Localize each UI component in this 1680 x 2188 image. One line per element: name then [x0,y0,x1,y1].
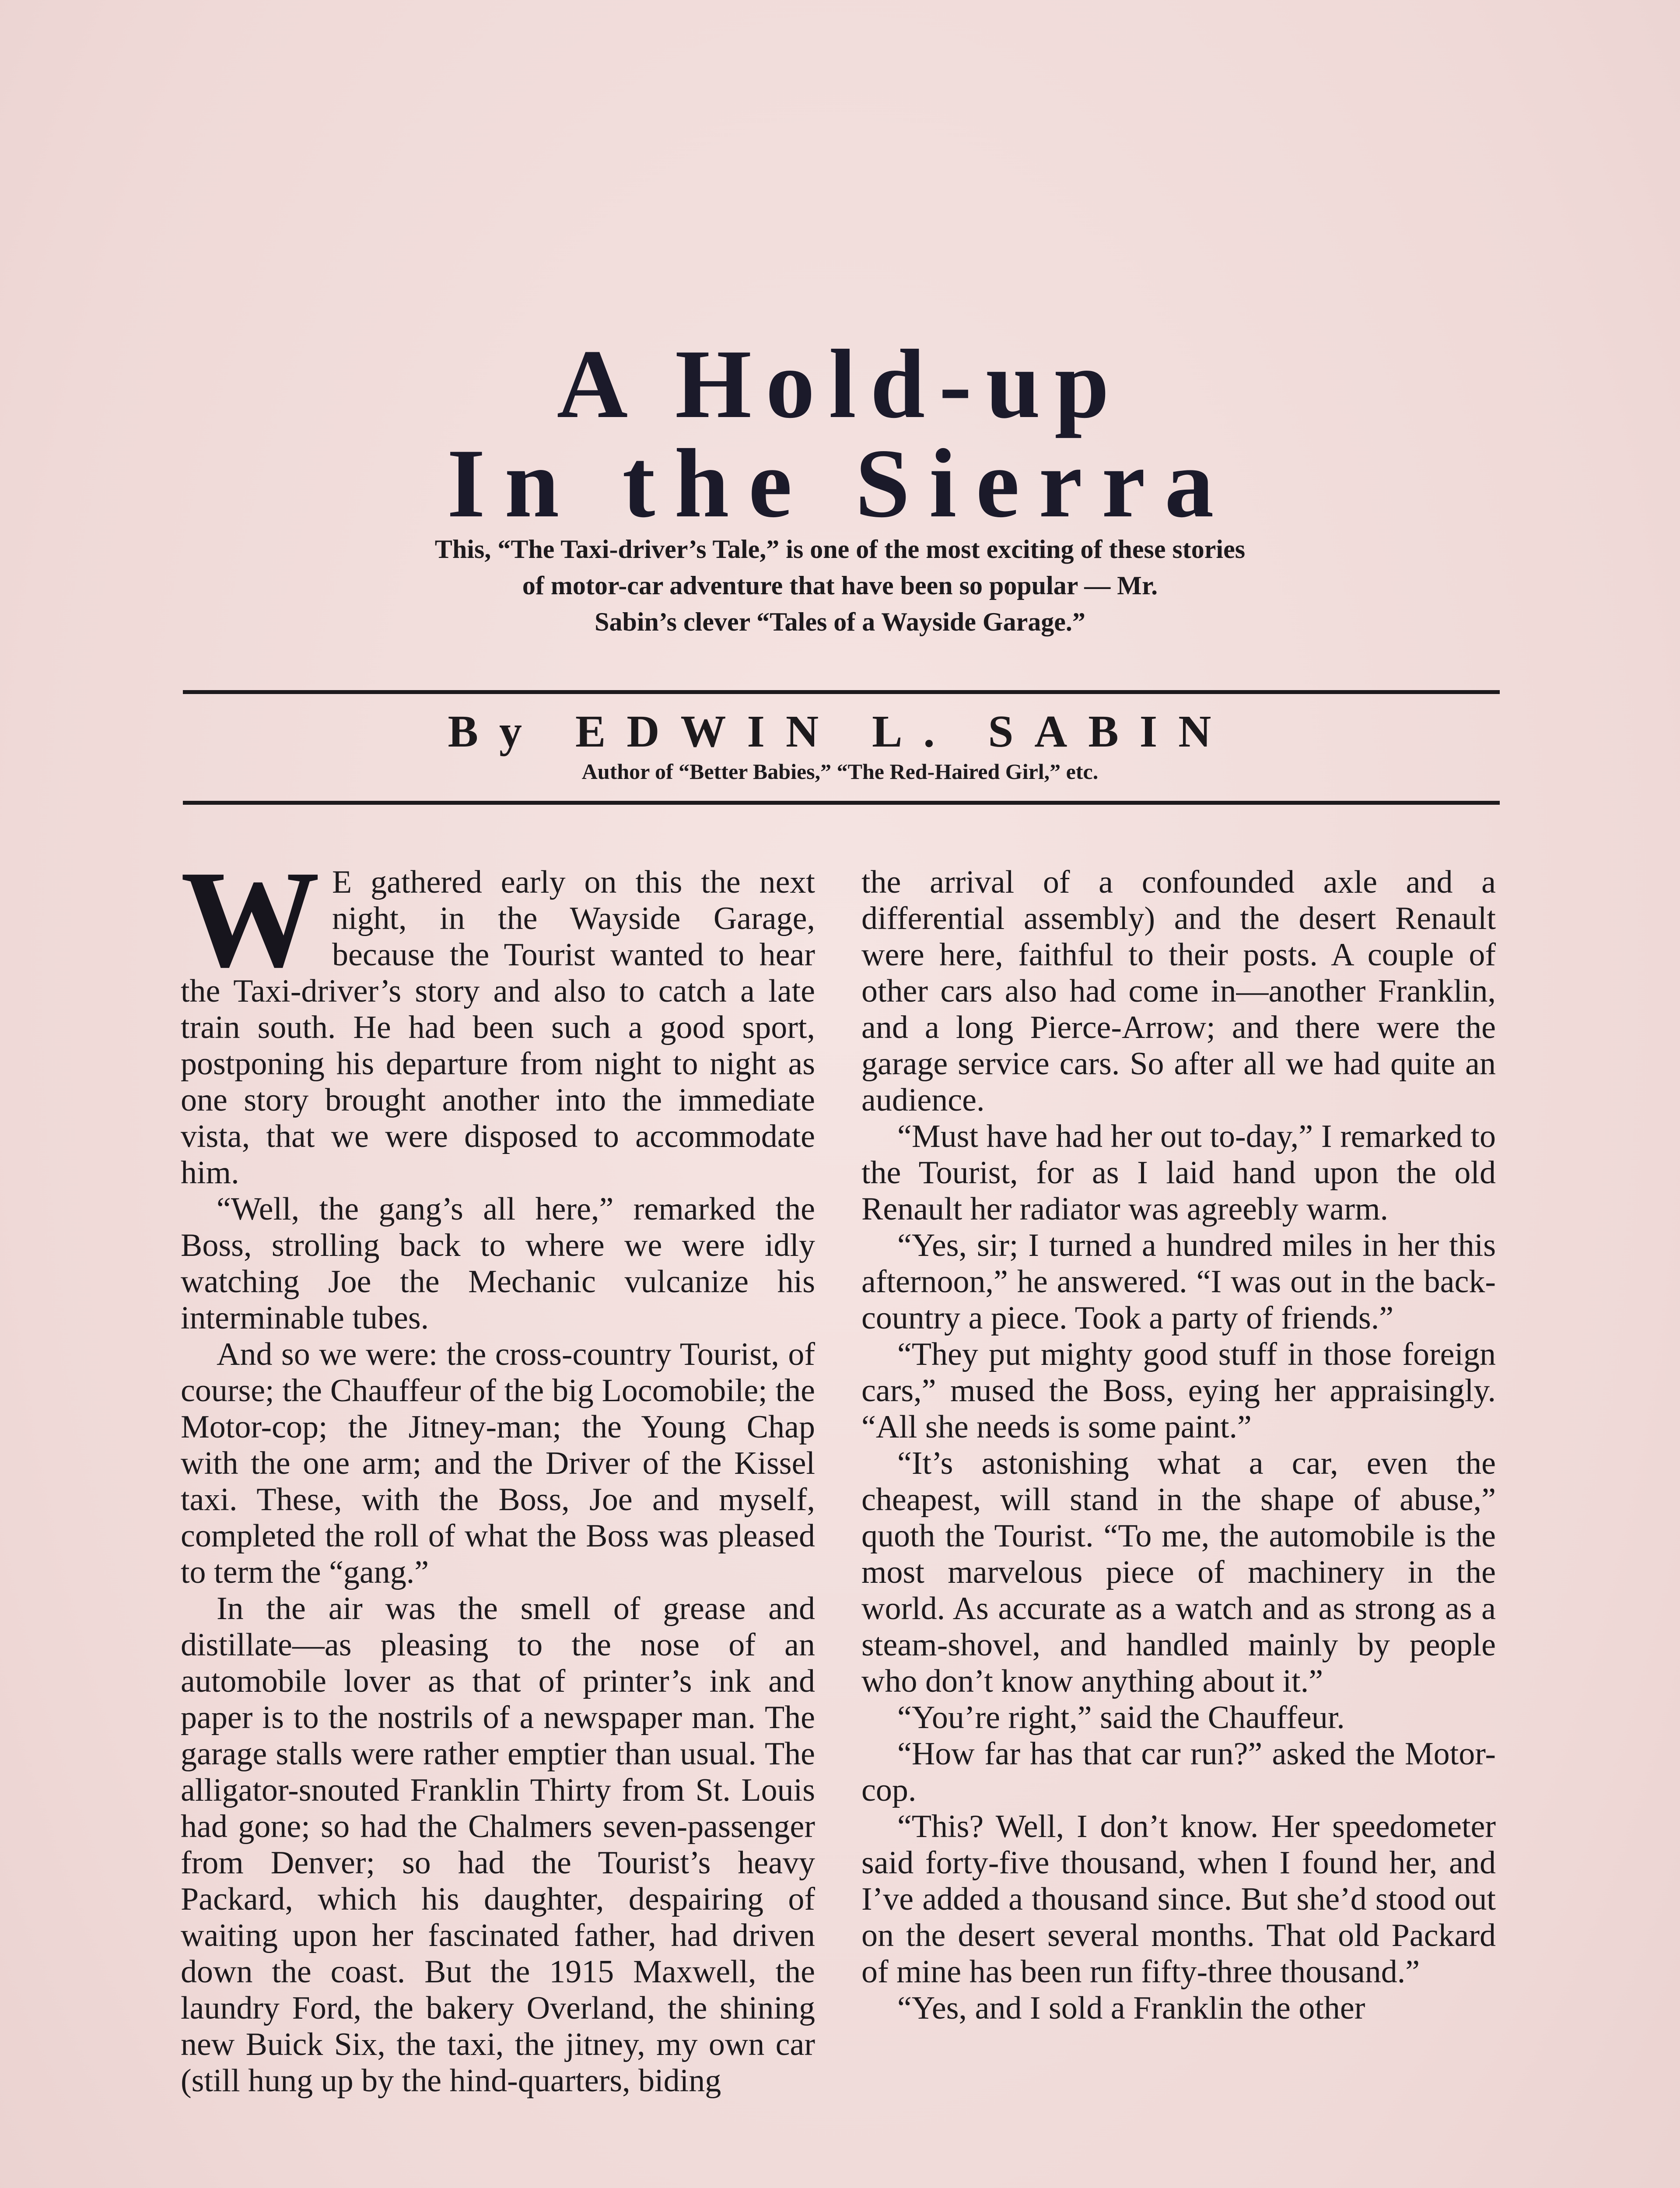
paragraph: “Well, the gang’s all here,” remarked the Boss, strolling back to where we were idly watching Joe the Mechanic vulcanize his interminable tubes. [181,1191,815,1336]
paragraph: In the air was the smell of grease and distillate—as pleasing to the nose of an automobile lover as that of printer’s ink and paper is to the nostrils of a newspaper man. The garage stalls were rather emptier than usual. The alligator-snouted Franklin Thirty from St. Louis had gone; so had the Chalmers seven-passenger from Denver; so had the Tourist’s heavy Packard, which his daughter, despairing of waiting upon her fascinated father, had driven down the coast. But the 1915 Maxwell, the laundry Ford, the bakery Overland, the shining new Buick Six, the taxi, the jitney, my own car (still hung up by the hind-quarters, biding [181,1591,815,2099]
paragraph: “Yes, and I sold a Franklin the other [897,1990,1365,2026]
article-title-line-2: In the Sierra [447,428,1233,538]
text-column-left [181,842,815,2099]
paragraph: the arrival of a confounded axle and a differential assembly) and the desert Renault were here, faithful to their posts. A couple of other cars also had come in—another Franklin, and a long Pierce-Arrow; and there were the garage service cars. So after all we had quite an audience. [861,864,1496,1118]
paragraph: “It’s astonishing what a car, even the cheapest, will stand in the shape of abuse,” quoth the Tourist. “To me, the automobile is the most marvelous piece of machinery in the world. As accurate as a watch and as strong as a steam-shovel, and handled mainly by people who don’t know anything about it.” [861,1445,1496,1699]
byline-rule-bottom [183,801,1500,805]
byline-rule-top [183,690,1500,694]
paragraph: And so we were: the cross-country Tourist, of course; the Chauffeur of the big Locomobile; the Motor-cop; the Jitney-man; the Young Chap with the one arm; and the Driver of the Kissel taxi. These, with the Boss, Joe and myself, completed the roll of what the Boss was pleased to term the “gang.” [181,1336,815,1590]
paragraph: “Must have had her out to-day,” I remarked to the Tourist, for as I laid hand upon the old Renault her radiator was agreebly warm. [861,1119,1496,1227]
drop-cap: W [181,842,320,996]
paragraph: “Yes, sir; I turned a hundred miles in her this afternoon,” he answered. “I was out in the back-country a piece. Took a party of friends.” [861,1227,1496,1336]
article-deck-line-1: This, “The Taxi-driver’s Tale,” is one of the most exciting of these stories [434,535,1246,564]
byline: By EDWIN L. SABIN [448,706,1232,757]
paragraph: “They put mighty good stuff in those foreign cars,” mused the Boss, eying her appraisingly. “All she needs is some paint.” [861,1336,1496,1445]
paragraph: “You’re right,” said the Chauffeur. [897,1700,1345,1736]
paragraph: “This? Well, I don’t know. Her speedometer said forty-five thousand, when I found her, and I’ve added a thousand since. But she’d stood out on the desert several months. That old Packard of mine has been run fifty-three thousand.” [861,1809,1496,1990]
article-deck-line-3: Sabin’s clever “Tales of a Wayside Garage.” [595,607,1085,636]
text-column-right [861,864,1496,2027]
author-credit: Author of “Better Babies,” “The Red-Haired Girl,” etc. [581,759,1099,784]
article-title-line-1: A Hold-up [556,329,1124,438]
paragraph-text: E gathered early on this the next night, in the Wayside Garage, because the Tourist wanted to hear the Taxi-driver’s story and also to catch a late train south. He had been such a good sport, postponing his departure from night to night as one story brought another into the immediate vista, that we were disposed to accommodate him. [181,864,815,1191]
paragraph [181,842,815,1191]
paragraph: “How far has that car run?” asked the Motor-cop. [861,1736,1496,1808]
article-deck-line-2: of motor-car adventure that have been so popular — Mr. [522,571,1158,600]
